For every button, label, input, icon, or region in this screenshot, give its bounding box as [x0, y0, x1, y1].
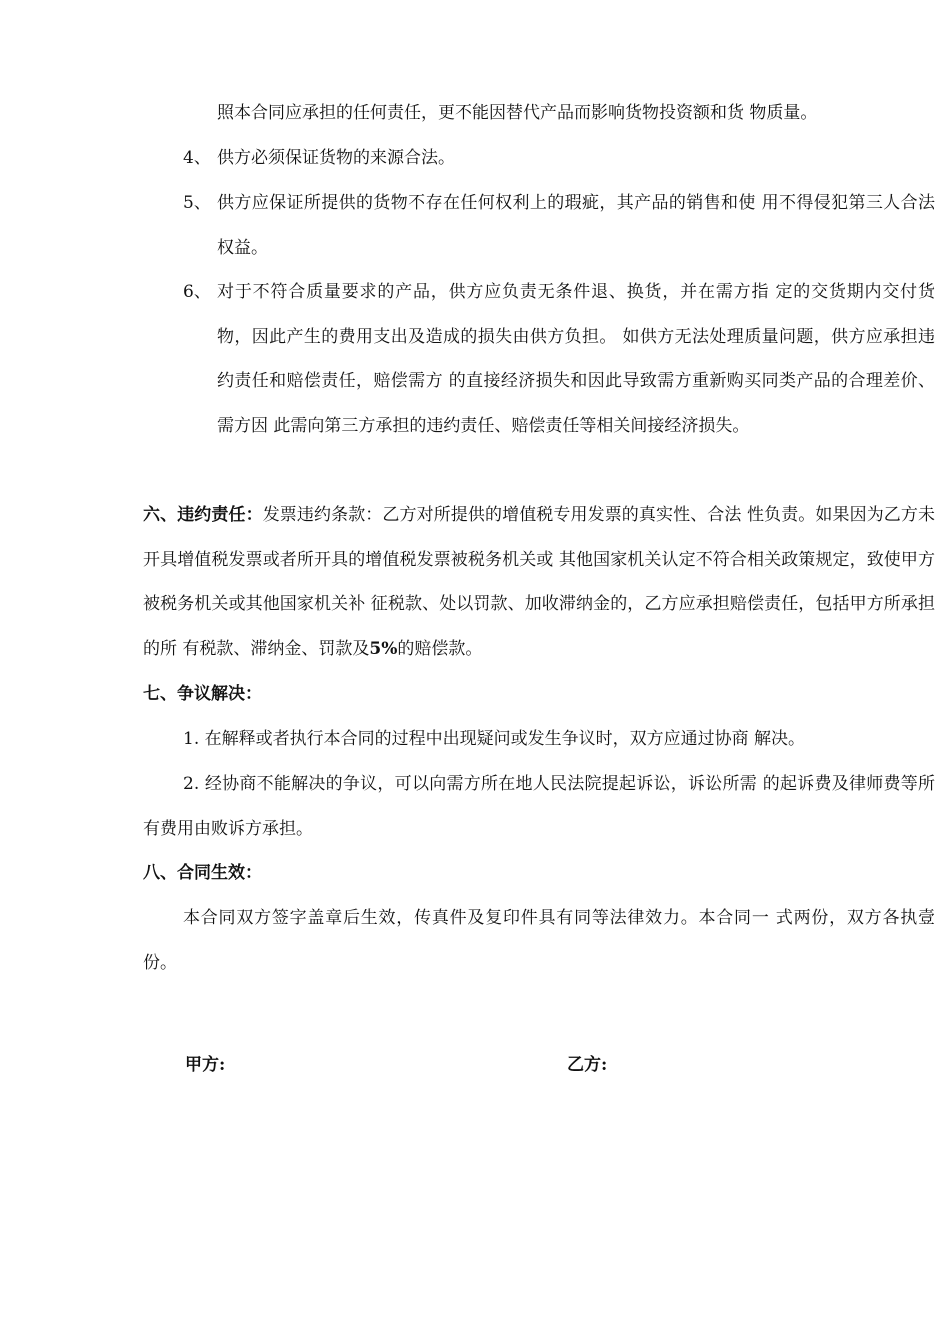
- party-a-signature: 甲方:: [185, 1055, 226, 1075]
- effectiveness-clause: 本合同双方签字盖章后生效，传真件及复印件具有同等法律效力。本合同一 式两份，双方各执壹份。: [143, 908, 935, 973]
- list-item: [143, 270, 935, 449]
- item-text: 对于不符合质量要求的产品，供方应负责无条件退、换货，并在需方指 定的交货期内交付货物，因此产生的费用支出及造成的损失由供方负担。 如供方无法处理质量问题，供方应承担违约责任和赔偿责任，赔偿需方 的直接经济损失和因此导致需方重新购买同类产品的合理差价、需方因 此需向第三方承担的违约责任、赔偿责任等相关间接经济损失。: [217, 282, 935, 437]
- dispute-clause-1: 1. 在解释或者执行本合同的过程中出现疑问或发生争议时，双方应通过协商 解决。: [183, 729, 806, 749]
- item-text: 供方应保证所提供的货物不存在任何权利上的瑕疵，其产品的销售和使 用不得侵犯第三人合法权益。: [217, 193, 935, 258]
- section-heading: 七、争议解决：: [143, 684, 262, 704]
- section-heading: 八、合同生效：: [143, 863, 262, 883]
- section-text: 发票违约条款：乙方对所提供的增值税专用发票的真实性、合法 性负责。如果因为乙方未开具增值税发票或者所开具的增值税发票被税务机关或 其他国家机关认定不符合相关政策规定，致使甲方被税务机关或其他国家机关补 征税款、处以罚款、加收滞纳金的，乙方应承担赔偿责任，包括甲方所承担的所 有税款、滞纳金、罚款及: [143, 505, 935, 660]
- item-number: 4、: [183, 148, 211, 168]
- section-breach-liability: [143, 493, 935, 672]
- list-item: [143, 181, 935, 270]
- dispute-clause-2: 2. 经协商不能解决的争议，可以向需方所在地人民法院提起诉讼，诉讼所需 的起诉费及律师费等所有费用由败诉方承担。: [143, 774, 935, 839]
- section-text-tail: 的赔偿款。: [397, 639, 483, 660]
- item-number: 5、: [183, 193, 211, 213]
- section-heading: 六、违约责任：: [143, 505, 263, 525]
- item-number: 6、: [183, 282, 211, 302]
- party-b-signature: 乙方:: [567, 1055, 608, 1075]
- list-item: [143, 91, 935, 136]
- compensation-rate: 5%: [369, 639, 398, 660]
- list-item: [143, 136, 935, 181]
- item-text: 供方必须保证货物的来源合法。: [217, 148, 455, 168]
- item-text: 照本合同应承担的任何责任，更不能因替代产品而影响货物投资额和货 物质量。: [217, 103, 818, 123]
